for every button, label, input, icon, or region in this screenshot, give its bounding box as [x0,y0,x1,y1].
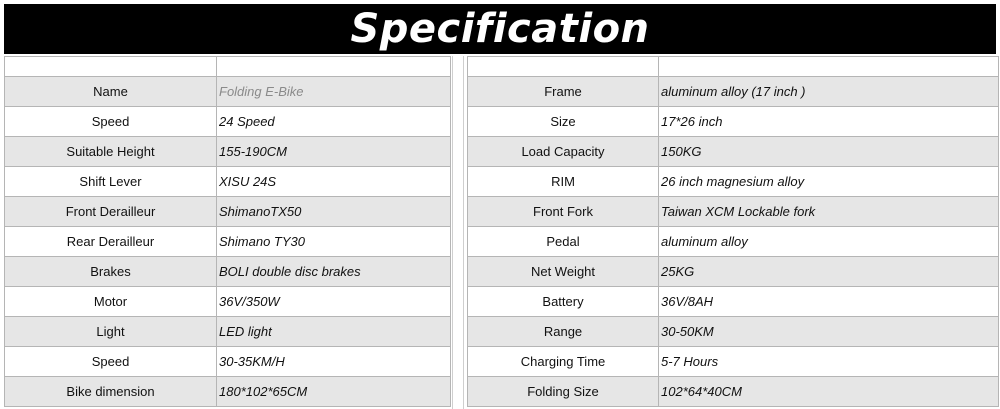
spec-row [468,107,999,137]
spec-row [468,377,999,407]
spec-row [5,317,451,347]
table-divider [452,56,464,409]
spec-label: Speed [5,107,217,137]
spec-row [5,287,451,317]
spec-label: Rear Derailleur [5,227,217,257]
spec-label: Shift Lever [5,167,217,197]
spec-label: Front Derailleur [5,197,217,227]
spec-label: Motor [5,287,217,317]
spec-row [468,77,999,107]
spec-row [468,287,999,317]
spec-label: Range [468,317,659,347]
spec-label: Bike dimension [5,377,217,407]
spec-label: Folding Size [468,377,659,407]
spec-table-left [4,56,451,407]
spec-row [5,227,451,257]
spec-label: Load Capacity [468,137,659,167]
spec-row [468,257,999,287]
spec-label: Pedal [468,227,659,257]
spec-row [5,77,451,107]
spec-value: 26 inch magnesium alloy [659,167,999,197]
spec-row [5,377,451,407]
spacer-cell [217,57,451,77]
header-spacer-row [468,57,999,77]
spec-label: Front Fork [468,197,659,227]
spec-label: Size [468,107,659,137]
spec-value: ShimanoTX50 [217,197,451,227]
spec-label: Brakes [5,257,217,287]
spec-value: 36V/350W [217,287,451,317]
spec-row [468,347,999,377]
spec-row [468,197,999,227]
spec-row [468,167,999,197]
spec-value: 30-35KM/H [217,347,451,377]
header-spacer-row [5,57,451,77]
spec-row [5,347,451,377]
spec-row [5,137,451,167]
spec-row [468,317,999,347]
spec-value: aluminum alloy (17 inch ) [659,77,999,107]
spec-value: Folding E-Bike [217,77,451,107]
spec-label: Speed [5,347,217,377]
spacer-cell [5,57,217,77]
spec-value: XISU 24S [217,167,451,197]
spec-label: RIM [468,167,659,197]
spec-label: Light [5,317,217,347]
spec-value: BOLI double disc brakes [217,257,451,287]
spec-value: 30-50KM [659,317,999,347]
spec-value: 24 Speed [217,107,451,137]
spec-value: 102*64*40CM [659,377,999,407]
spec-row [5,107,451,137]
spec-value: LED light [217,317,451,347]
spec-value: 25KG [659,257,999,287]
spec-label: Battery [468,287,659,317]
spec-value: Taiwan XCM Lockable fork [659,197,999,227]
page-title: Specification [4,4,996,54]
spec-label: Charging Time [468,347,659,377]
spec-value: Shimano TY30 [217,227,451,257]
spec-value: 150KG [659,137,999,167]
spec-value: 17*26 inch [659,107,999,137]
spec-value: 180*102*65CM [217,377,451,407]
spacer-cell [659,57,999,77]
spec-value: 155-190CM [217,137,451,167]
spec-value: 36V/8AH [659,287,999,317]
spec-label: Name [5,77,217,107]
spec-row [468,227,999,257]
spec-row [5,257,451,287]
spec-label: Suitable Height [5,137,217,167]
spec-row [5,197,451,227]
spec-label: Net Weight [468,257,659,287]
spec-label: Frame [468,77,659,107]
spacer-cell [468,57,659,77]
spec-value: aluminum alloy [659,227,999,257]
spec-row [468,137,999,167]
spec-row [5,167,451,197]
spec-value: 5-7 Hours [659,347,999,377]
spec-table-right [467,56,999,407]
